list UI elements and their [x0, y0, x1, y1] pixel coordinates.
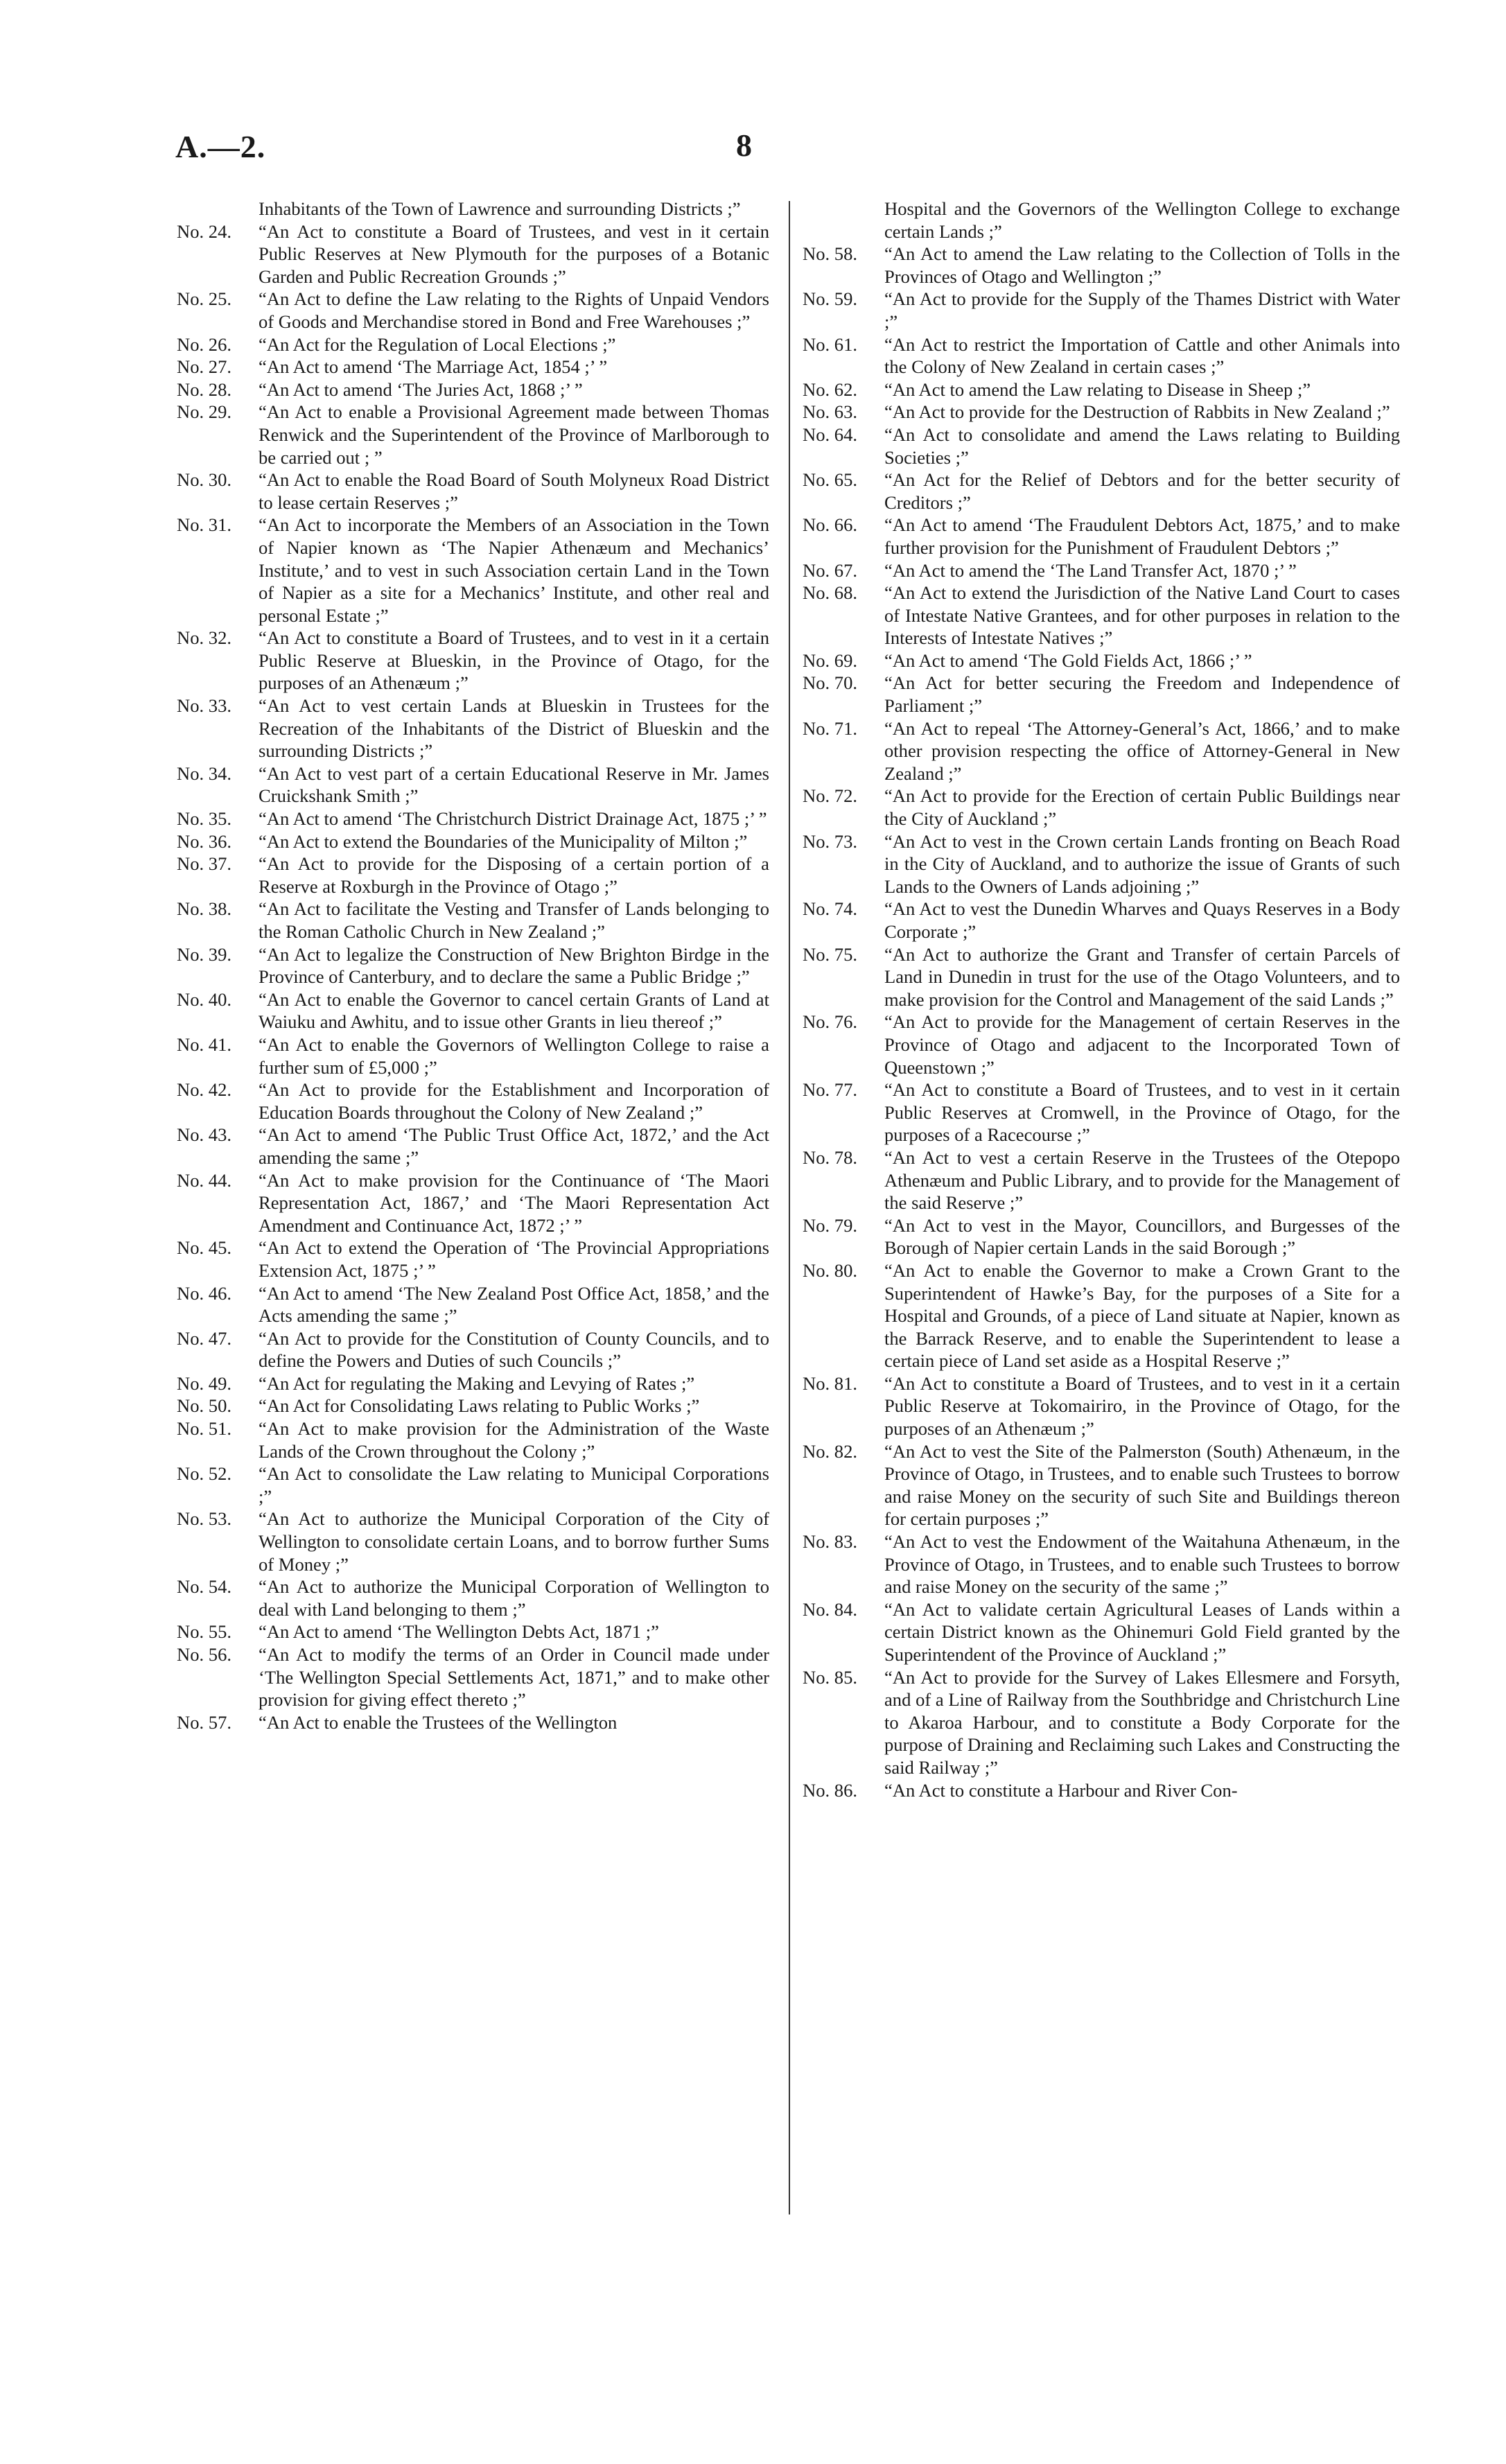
act-title: “An Act to provide for the Management of certain Reserves in the Province of Otago and adjacent to the Incorporated Town of Queenstown ;” [884, 1011, 1400, 1078]
act-number: No. 64. [803, 423, 858, 445]
act-title: “An Act to provide for the Constitution of County Councils, and to define the Powers and Duties of such Councils ;” [259, 1327, 769, 1372]
act-entry [177, 1711, 769, 1734]
act-entry [177, 807, 769, 830]
act-entry [177, 220, 769, 288]
act-title: “An Act to amend ‘The Christchurch District Drainage Act, 1875 ;’ ” [259, 808, 767, 830]
act-entry [177, 469, 769, 514]
act-number: No. 41. [177, 1033, 232, 1055]
act-number: No. 79. [803, 1214, 858, 1236]
act-entry [803, 288, 1400, 333]
act-number: No. 63. [803, 401, 858, 423]
left-column [177, 198, 769, 1733]
act-number: No. 74. [803, 898, 858, 920]
act-title: “An Act to authorize the Municipal Corporation of the City of Wellington to consolidate certain Loans, and to borrow further Sums of Money ;” [259, 1508, 769, 1575]
act-number: No. 30. [177, 469, 232, 491]
act-title: “An Act to consolidate and amend the Laws relating to Building Societies ;” [884, 423, 1400, 468]
act-entry [803, 401, 1400, 423]
act-number: No. 34. [177, 762, 232, 784]
act-entry [177, 1462, 769, 1508]
act-title: “An Act to make provision for the Continuance of ‘The Maori Representation Act, 1867,’ and ‘The Maori Representation Act Amendment and Continuance Act, 1872 ;’ ” [259, 1169, 769, 1236]
act-number: No. 36. [177, 830, 232, 852]
act-number [803, 198, 884, 243]
act-entry [803, 785, 1400, 830]
act-number: No. 84. [803, 1598, 858, 1620]
act-title: “An Act to vest certain Lands at Blueskin in Trustees for the Recreation of the Inhabitants of the District of Blueskin and the surrounding Districts ;” [259, 695, 769, 762]
act-title: “An Act for the Regulation of Local Elections ;” [259, 333, 616, 355]
act-entry [177, 1395, 769, 1417]
act-entry [803, 1372, 1400, 1440]
act-title: “An Act to provide for the Erection of certain Public Buildings near the City of Auckland ;” [884, 785, 1400, 830]
act-title: “An Act to extend the Operation of ‘The Provincial Appropriations Extension Act, 1875 ;’ ” [259, 1237, 769, 1281]
act-title: “An Act to amend ‘The Juries Act, 1868 ;’ ” [259, 378, 583, 400]
act-entry [177, 356, 769, 378]
act-number: No. 44. [177, 1169, 232, 1191]
act-entry [803, 423, 1400, 469]
act-number: No. 73. [803, 830, 858, 852]
act-entry [803, 469, 1400, 514]
act-number: No. 70. [803, 672, 858, 694]
act-entry [803, 898, 1400, 943]
act-title: “An Act to amend ‘The Public Trust Office Act, 1872,’ and the Act amending the same ;” [259, 1124, 769, 1168]
act-title: “An Act to constitute a Board of Trustees, and to vest in it a certain Public Reserve at Blueskin, in the Province of Otago, for the purposes of an Athenæum ;” [259, 627, 769, 694]
act-number: No. 26. [177, 333, 232, 355]
act-entry [803, 378, 1400, 401]
act-entry [177, 943, 769, 988]
act-entry [177, 853, 769, 898]
act-title: “An Act to vest the Endowment of the Waitahuna Athenæum, in the Province of Otago, in Trustees, and to enable such Trustees to borrow and raise Money on the security of the same ;” [884, 1531, 1400, 1598]
act-title: “An Act to enable the Governor to cancel certain Grants of Land at Waiuku and Awhitu, and to issue other Grants in lieu thereof ;” [259, 988, 769, 1033]
act-entry [803, 333, 1400, 378]
page-number: 8 [736, 128, 752, 163]
act-entry [803, 672, 1400, 717]
act-entry [177, 333, 769, 356]
act-title: “An Act to vest in the Mayor, Councillors, and Burgesses of the Borough of Napier certain Lands in the said Borough ;” [884, 1214, 1400, 1259]
act-entry [803, 1078, 1400, 1146]
act-title: “An Act to vest the Site of the Palmerston (South) Athenæum, in the Province of Otago, in Trustees, and to enable such Trustees to borrow and raise Money on the security of such Site and Buildings thereon for certain purposes ;” [884, 1440, 1400, 1530]
act-title: “An Act to constitute a Board of Trustees, and to vest in it certain Public Reserves at Cromwell, in the Province of Otago, for the purposes of a Racecourse ;” [884, 1079, 1400, 1146]
act-entry [803, 1666, 1400, 1779]
act-title: “An Act to repeal ‘The Attorney-General’s Act, 1866,’ and to make other provision respecting the office of Attorney-General in New Zealand ;” [884, 717, 1400, 784]
act-entry [803, 1530, 1400, 1598]
act-title: “An Act to constitute a Board of Trustees, and vest in it certain Public Reserves at New Plymouth for the purposes of a Botanic Garden and Public Recreation Grounds ;” [259, 220, 769, 287]
act-number: No. 38. [177, 898, 232, 920]
act-title: “An Act to extend the Boundaries of the Municipality of Milton ;” [259, 830, 748, 852]
act-entry [177, 830, 769, 853]
act-title: “An Act to restrict the Importation of Cattle and other Animals into the Colony of New Zealand in certain cases ;” [884, 333, 1400, 378]
act-number: No. 39. [177, 943, 232, 965]
act-number: No. 58. [803, 243, 858, 265]
act-number: No. 32. [177, 627, 232, 649]
act-number: No. 35. [177, 808, 232, 830]
act-number: No. 46. [177, 1282, 232, 1304]
act-title: “An Act for Consolidating Laws relating to Public Works ;” [259, 1395, 700, 1417]
column-divider [789, 201, 790, 2214]
act-entry [177, 898, 769, 943]
act-entry [803, 1779, 1400, 1802]
act-number [177, 198, 259, 220]
act-number: No. 37. [177, 853, 232, 875]
act-title: “An Act to authorize the Municipal Corporation of Wellington to deal with Land belonging to them ;” [259, 1576, 769, 1620]
act-title: “An Act to legalize the Construction of New Brighton Birdge in the Province of Canterbury, and to declare the same a Public Bridge ;” [259, 943, 769, 988]
act-entry [803, 243, 1400, 288]
act-title: “An Act to amend ‘The Gold Fields Act, 1866 ;’ ” [884, 649, 1252, 671]
act-entry [177, 1417, 769, 1462]
act-entry [803, 559, 1400, 582]
act-title: “An Act to consolidate the Law relating to Municipal Corporations ;” [259, 1463, 769, 1507]
act-number: No. 71. [803, 717, 858, 739]
act-number: No. 86. [803, 1779, 858, 1801]
act-title: “An Act to provide for the Disposing of a certain portion of a Reserve at Roxburgh in the Province of Otago ;” [259, 853, 769, 897]
act-entry [803, 1598, 1400, 1666]
act-number: No. 81. [803, 1372, 858, 1394]
act-entry [803, 198, 1400, 243]
act-entry [177, 1282, 769, 1327]
act-entry [177, 378, 769, 401]
act-number: No. 52. [177, 1463, 232, 1485]
act-number: No. 31. [177, 514, 232, 536]
act-title: “An Act to amend the Law relating to Disease in Sheep ;” [884, 378, 1311, 400]
act-title: “An Act to vest a certain Reserve in the Trustees of the Otepopo Athenæum and Public Library, and to provide for the Management of the said Reserve ;” [884, 1146, 1400, 1214]
act-title: “An Act to enable the Trustees of the Wellington [259, 1711, 618, 1733]
act-entry [177, 1169, 769, 1237]
act-number: No. 82. [803, 1440, 858, 1462]
act-entry [803, 943, 1400, 1011]
act-entry [177, 627, 769, 694]
act-number: No. 54. [177, 1576, 232, 1598]
act-title: “An Act to modify the terms of an Order in Council made under ‘The Wellington Special Settlements Act, 1871,” and to make other provision for giving effect thereto ;” [259, 1644, 769, 1711]
act-title: “An Act to amend ‘The Fraudulent Debtors Act, 1875,’ and to make further provision for the Punishment of Fraudulent Debtors ;” [884, 514, 1400, 558]
act-number: No. 77. [803, 1079, 858, 1101]
act-title: Hospital and the Governors of the Wellington College to exchange certain Lands ;” [884, 198, 1400, 242]
right-column [803, 198, 1400, 1801]
act-title: “An Act to provide for the Survey of Lakes Ellesmere and Forsyth, and of a Line of Railway from the Southbridge and Christchurch Line to Akaroa Harbour, and to constitute a Body Corporate for the purpose of Draining and Reclaiming such Lakes and Constructing the said Railway ;” [884, 1666, 1400, 1778]
act-number: No. 53. [177, 1508, 232, 1530]
act-title: “An Act to enable the Governors of Wellington College to raise a further sum of £5,000 ;” [259, 1033, 769, 1078]
act-title: “An Act to authorize the Grant and Transfer of certain Parcels of Land in Dunedin in trust for the use of the Otago Volunteers, and to make provision for the Control and Management of the said Lands ;” [884, 943, 1400, 1010]
act-title: “An Act to amend the ‘The Land Transfer Act, 1870 ;’ ” [884, 559, 1297, 581]
act-entry [177, 1508, 769, 1575]
act-number: No. 45. [177, 1237, 232, 1259]
act-title: “An Act for regulating the Making and Levying of Rates ;” [259, 1372, 695, 1394]
act-title: “An Act to vest the Dunedin Wharves and Quays Reserves in a Body Corporate ;” [884, 898, 1400, 942]
act-entry [177, 1327, 769, 1372]
act-title: “An Act to enable the Road Board of South Molyneux Road District to lease certain Reserves ;” [259, 469, 769, 513]
act-number: No. 49. [177, 1372, 232, 1394]
act-entry [177, 988, 769, 1033]
act-entry [177, 514, 769, 627]
act-title: “An Act to validate certain Agricultural Leases of Lands within a certain District known as the Ohinemuri Gold Field granted by the Superintendent of the Province of Auckland ;” [884, 1598, 1400, 1665]
act-number: No. 83. [803, 1531, 858, 1553]
act-entry [177, 1237, 769, 1282]
act-number: No. 40. [177, 988, 232, 1010]
act-entry [177, 1033, 769, 1078]
act-number: No. 28. [177, 378, 232, 400]
act-entry [177, 1078, 769, 1124]
act-entry [177, 288, 769, 333]
act-title: “An Act to constitute a Board of Trustees, and to vest in it a certain Public Reserve at Tokomairiro, in the Province of Otago, for the purposes of an Athenæum ;” [884, 1372, 1400, 1440]
act-title: “An Act to extend the Jurisdiction of the Native Land Court to cases of Intestate Native Grantees, and for other purposes in relation to the Interests of Intestate Natives ;” [884, 582, 1400, 649]
act-number: No. 66. [803, 514, 858, 536]
act-title: “An Act to make provision for the Administration of the Waste Lands of the Crown throughout the Colony ;” [259, 1418, 769, 1462]
section-code: A.—2. [175, 129, 266, 164]
act-title: “An Act to enable the Governor to make a Crown Grant to the Superintendent of Hawke’s Bay, for the purposes of a Site for a Hospital and Grounds, of a piece of Land situate at Napier, known as the Barrack Reserve, and to enable the Superintendent to lease a certain piece of Land set aside as a Hospital Reserve ;” [884, 1259, 1400, 1372]
act-number: No. 43. [177, 1124, 232, 1146]
act-number: No. 57. [177, 1711, 232, 1733]
act-title: “An Act to amend ‘The New Zealand Post Office Act, 1858,’ and the Acts amending the same ;” [259, 1282, 769, 1327]
act-title: “An Act to vest in the Crown certain Lands fronting on Beach Road in the City of Auckland, and to authorize the issue of Grants of such Lands to the Owners of Lands adjoining ;” [884, 830, 1400, 897]
act-entry [803, 1146, 1400, 1214]
act-title: “An Act to incorporate the Members of an Association in the Town of Napier known as ‘The Napier Athenæum and Mechanics’ Institute,’ and to vest in such Association certain Land in the Town of Napier as a site for a Mechanics’ Institute, and other real and personal Estate ;” [259, 514, 769, 626]
act-number: No. 42. [177, 1079, 232, 1101]
act-number: No. 68. [803, 582, 858, 604]
act-number: No. 62. [803, 378, 858, 400]
act-number: No. 76. [803, 1011, 858, 1033]
act-number: No. 80. [803, 1259, 858, 1281]
act-title: “An Act for the Relief of Debtors and for the better security of Creditors ;” [884, 469, 1400, 513]
act-entry [803, 1011, 1400, 1078]
act-entry [803, 1259, 1400, 1372]
act-entry [177, 694, 769, 762]
act-number: No. 59. [803, 288, 858, 310]
act-entry [803, 1214, 1400, 1259]
act-number: No. 61. [803, 333, 858, 355]
act-entry [803, 649, 1400, 672]
act-number: No. 72. [803, 785, 858, 807]
act-title: “An Act to provide for the Destruction of Rabbits in New Zealand ;” [884, 401, 1390, 423]
act-title: “An Act to amend the Law relating to the Collection of Tolls in the Provinces of Otago and Wellington ;” [884, 243, 1400, 287]
act-number: No. 56. [177, 1644, 232, 1665]
act-entry [803, 830, 1400, 898]
act-title: “An Act to facilitate the Vesting and Transfer of Lands belonging to the Roman Catholic Church in New Zealand ;” [259, 898, 769, 942]
act-number: No. 29. [177, 401, 232, 423]
act-title: “An Act to vest part of a certain Educational Reserve in Mr. James Cruickshank Smith ;” [259, 762, 769, 807]
act-number: No. 78. [803, 1146, 858, 1168]
act-entry [177, 1124, 769, 1169]
act-number: No. 85. [803, 1666, 858, 1688]
act-entry [803, 582, 1400, 649]
act-number: No. 65. [803, 469, 858, 491]
act-title: “An Act for better securing the Freedom and Independence of Parliament ;” [884, 672, 1400, 717]
act-number: No. 51. [177, 1418, 232, 1440]
act-title: “An Act to provide for the Supply of the Thames District with Water ;” [884, 288, 1400, 332]
act-entry [803, 717, 1400, 785]
act-number: No. 47. [177, 1327, 232, 1349]
act-number: No. 33. [177, 695, 232, 717]
act-title: “An Act to constitute a Harbour and River Con- [884, 1779, 1238, 1801]
act-number: No. 69. [803, 649, 858, 671]
act-title: “An Act to amend ‘The Wellington Debts Act, 1871 ;” [259, 1621, 659, 1643]
act-entry [177, 401, 769, 469]
act-title: Inhabitants of the Town of Lawrence and surrounding Districts ;” [259, 198, 741, 219]
act-entry [177, 1372, 769, 1395]
act-title: “An Act to define the Law relating to the Rights of Unpaid Vendors of Goods and Merchandise stored in Bond and Free Warehouses ;” [259, 288, 769, 332]
act-title: “An Act to enable a Provisional Agreement made between Thomas Renwick and the Superintendent of the Province of Marlborough to be carried out ; ” [259, 401, 769, 468]
act-entry [803, 1440, 1400, 1530]
act-number: No. 50. [177, 1395, 232, 1417]
act-number: No. 75. [803, 943, 858, 965]
act-number: No. 27. [177, 356, 232, 378]
act-title: “An Act to amend ‘The Marriage Act, 1854 ;’ ” [259, 356, 608, 378]
act-entry [177, 762, 769, 807]
act-number: No. 25. [177, 288, 232, 310]
act-entry [177, 198, 769, 220]
act-title: “An Act to provide for the Establishment and Incorporation of Education Boards throughout the Colony of New Zealand ;” [259, 1079, 769, 1123]
act-number: No. 24. [177, 220, 232, 242]
act-entry [803, 514, 1400, 559]
act-entry [177, 1643, 769, 1711]
act-number: No. 67. [803, 559, 858, 581]
act-number: No. 55. [177, 1621, 232, 1643]
act-entry [177, 1575, 769, 1620]
act-entry [177, 1620, 769, 1643]
